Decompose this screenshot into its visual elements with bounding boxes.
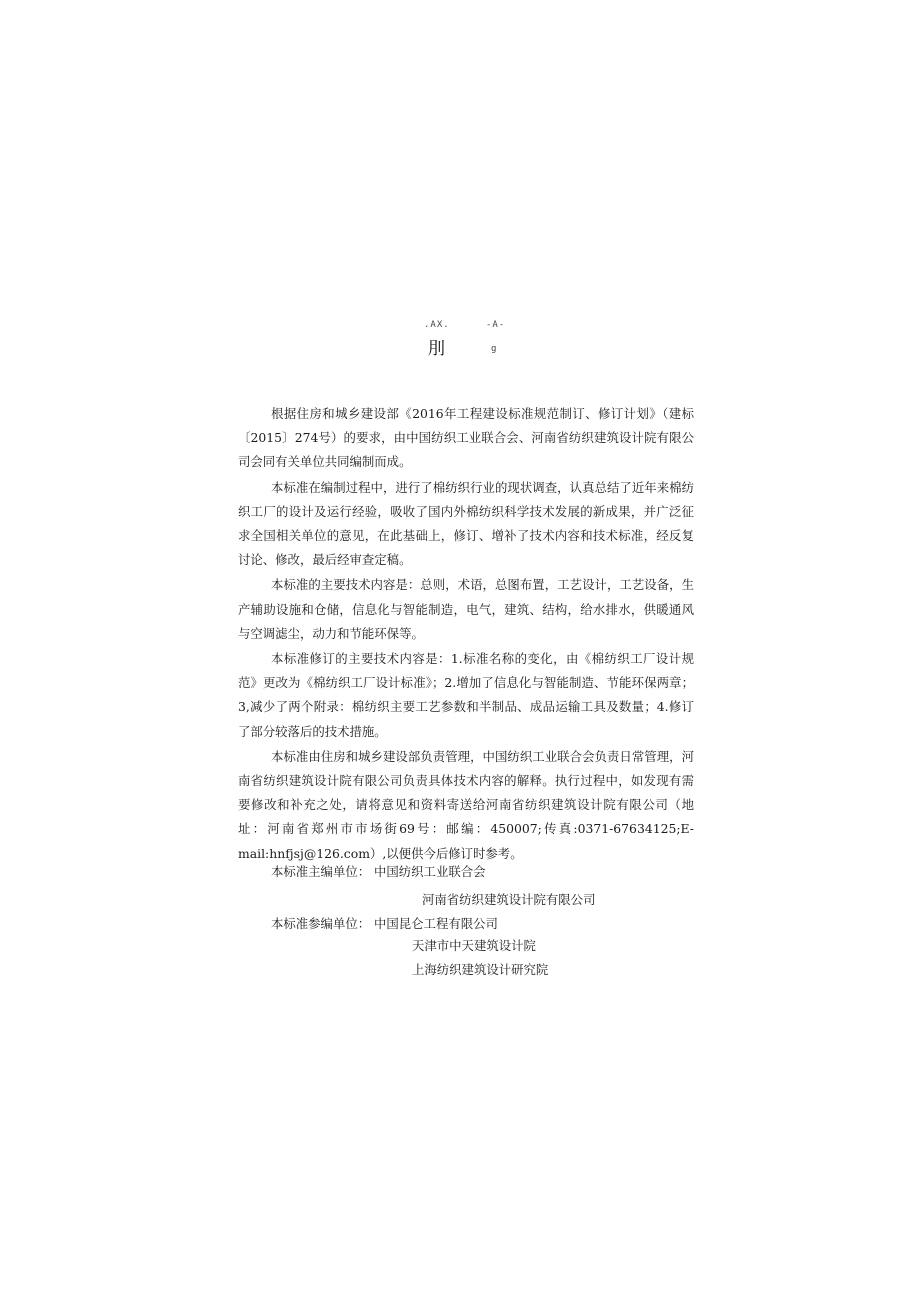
heading-small-char: g <box>491 344 498 354</box>
chief-editor-unit-1: 中国纺织工业联合会 <box>374 864 486 879</box>
paragraph-management: 本标准由住房和城乡建设部负责管理，中国纺织工业联合会负责日常管理，河南省纺织建筑设计院有限公司负责具体技术内容的解释。执行过程中，如发现有需要修改和补充之处，请将意见和资料寄送给河南省纺织建筑设计院有限公司（地址：河南省郑州市市场街69号：邮编：450007;传真:0371-67634125;E-mail:hnfjsj@126.com）,以便供今后修订时参考。 <box>238 748 694 861</box>
paragraph-compilation: 本标准在编制过程中，进行了棉纺织行业的现状调查，认真总结了近年来棉纺织工厂的设计及运行经验，吸收了国内外棉纺织科学技术发展的新成果，并广泛征求全国相关单位的意见，在此基础上，修订、增补了技术内容和技术标准，经反复讨论、修改，最后经审查定稿。 <box>238 479 694 568</box>
paragraph-main-content: 本标准的主要技术内容是：总则，术语，总图布置，工艺设计，工艺设备，生产辅助设施和仓储，信息化与智能制造，电气，建筑、结构，给水排水，供暖通风与空调滤尘，动力和节能环保等。 <box>238 577 694 641</box>
heading-garble-left: .AX. <box>424 320 450 330</box>
paragraph-revision: 本标准修订的主要技术内容是：1.标准名称的变化，由《棉纺织工厂设计规范》更改为《棉纺织工厂设计标准》；2.增加了信息化与智能制造、节能环保两章；3,减少了两个附录：棉纺织主要工艺参数和半制品、成品运输工具及数量；4.修订了部分较落后的技术措施。 <box>238 651 694 739</box>
participating-unit-1: 中国昆仑工程有限公司 <box>374 916 498 931</box>
participating-label: 本标准参编单位： <box>271 916 371 931</box>
participating-unit-2: 天津市中天建筑设计院 <box>412 938 536 953</box>
chief-editor-label: 本标准主编单位： <box>271 864 371 879</box>
participating-unit-3: 上海纺织建筑设计研究院 <box>412 962 549 977</box>
paragraph-background: 根据住房和城乡建设部《2016年工程建设标准规范制订、修订计划》（建标〔2015〕274号）的要求，由中国纺织工业联合会、河南省纺织建筑设计院有限公司会同有关单位共同编制而成。 <box>238 406 694 470</box>
preface-body <box>238 402 694 866</box>
chief-editor-unit-2: 河南省纺织建筑设计院有限公司 <box>422 892 596 907</box>
heading-garble-right: -A- <box>486 320 506 330</box>
heading-main-char: 刖 <box>428 339 445 359</box>
